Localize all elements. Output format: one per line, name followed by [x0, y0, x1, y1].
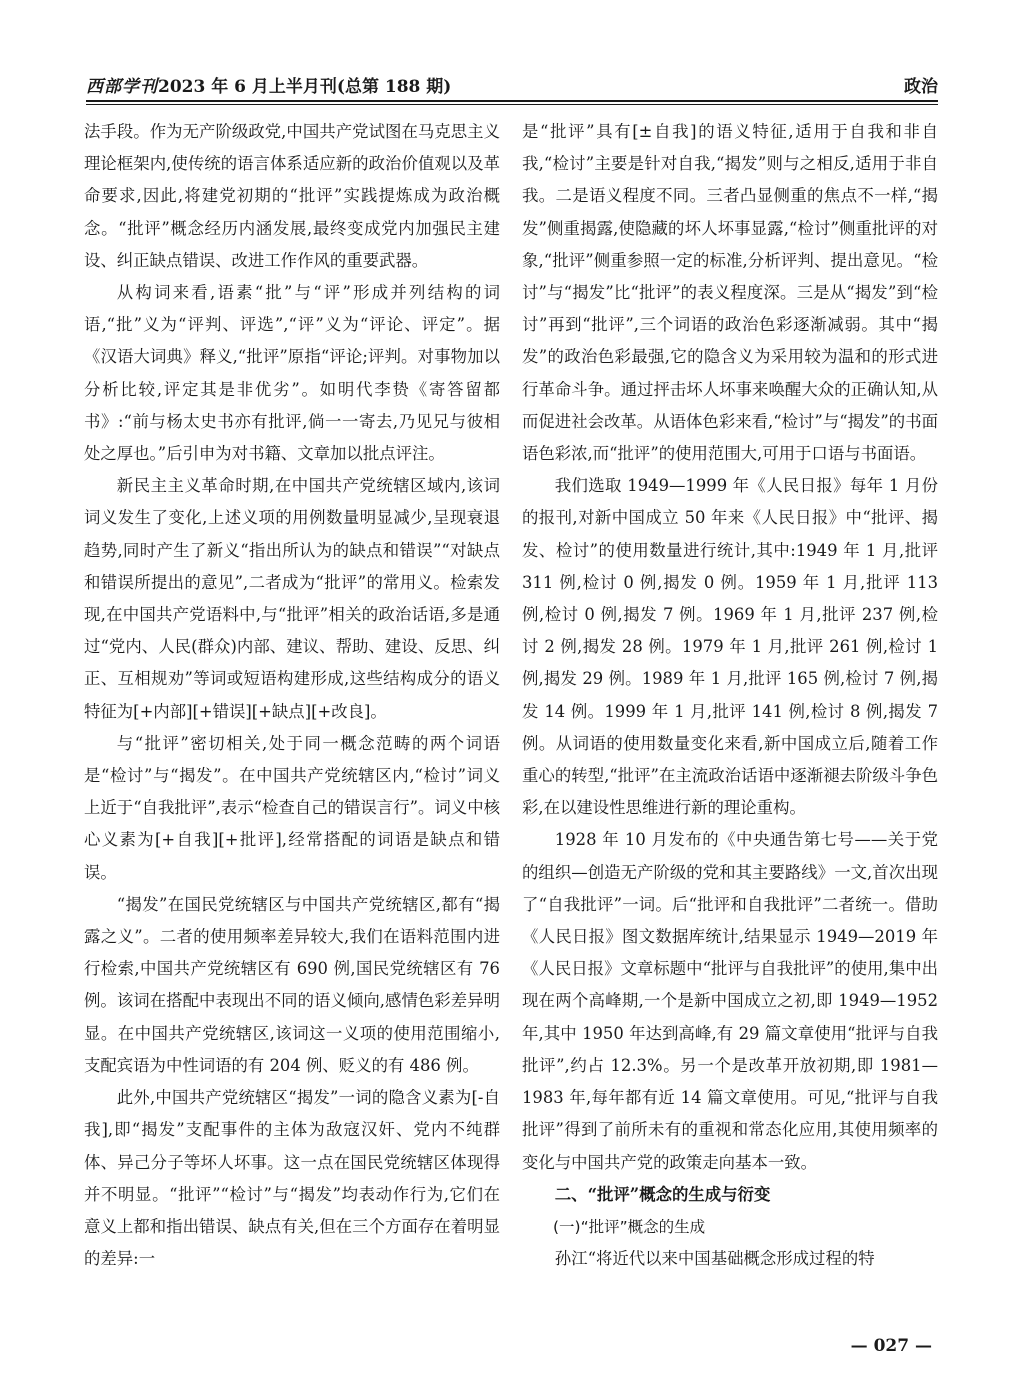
page-header	[86, 70, 938, 100]
paragraph: 孙江“将近代以来中国基础概念形成过程的特	[554, 1249, 875, 1269]
paragraph: 从构词来看,语素“批”与“评”形成并列结构的词语,“批”义为“评判、评选”,“评”义为“评论、评定”。据《汉语大词典》释义,“批评”原指“评论;评判。对事物加以分析比较,评定其是非优劣”。如明代李贽《寄答留都书》:“前与杨太史书亦有批评,倘一一寄去,乃见兄与彼相处之厚也。”后引申为对书籍、文章加以批点评注。	[84, 283, 500, 464]
header-rule	[86, 100, 938, 105]
paragraph: 我们选取 1949—1999 年《人民日报》每年 1 月份的报刊,对新中国成立 50 年来《人民日报》中“批评、揭发、检讨”的使用数量进行统计,其中:1949 年 1 月,批评 311 例,检讨 0 例,揭发 0 例。1959 年 1 月,批评 113 例,检讨 0 例,揭发 7 例。1969 年 1 月,批评 237 例,检讨 2 例,揭发 28 例。1979 年 1 月,批评 261 例,检讨 1 例,揭发 29 例。1989 年 1 月,批评 165 例,检讨 7 例,揭发 14 例。1999 年 1 月,批评 141 例,检讨 8 例,揭发 7 例。从词语的使用数量变化来看,新中国成立后,随着工作重心的转型,“批评”在主流政治话语中逐渐褪去阶级斗争色彩,在以建设性思维进行新的理论重构。	[522, 476, 938, 818]
subsection-heading: (一)“批评”概念的生成	[553, 1217, 706, 1236]
section-heading: 二、“批评”概念的生成与衍变	[554, 1184, 771, 1204]
paragraph: 与“批评”密切相关,处于同一概念范畴的两个词语是“检讨”与“揭发”。在中国共产党统辖区内,“检讨”词义上近于“自我批评”,表示“检查自己的错误言行”。词义中核心义素为[+自我][+批评],经常搭配的词语是缺点和错误。	[84, 733, 500, 882]
journal-logo: 西部学刊	[86, 77, 158, 97]
paragraph: 是“批评”具有[±自我]的语义特征,适用于自我和非自我,“检讨”主要是针对自我,“揭发”则与之相反,适用于非自我。二是语义程度不同。三者凸显侧重的焦点不一样,“揭发”侧重揭露,使隐藏的坏人坏事显露,“检讨”侧重批评的对象,“批评”侧重参照一定的标准,分析评判、提出意见。“检讨”与“揭发”比“批评”的表义程度深。三是从“揭发”到“检讨”再到“批评”,三个词语的政治色彩逐渐减弱。其中“揭发”的政治色彩最强,它的隐含义为采用较为温和的形式进行革命斗争。通过抨击坏人坏事来唤醒大众的正确认知,从而促进社会改革。从语体色彩来看,“检讨”与“揭发”的书面语色彩浓,而“批评”的使用范围大,可用于口语与书面语。	[522, 122, 938, 464]
paragraph: “揭发”在国民党统辖区与中国共产党统辖区,都有“揭露之义”。二者的使用频率差异较大,我们在语料范围内进行检索,中国共产党统辖区有 690 例,国民党统辖区有 76 例。该词在搭配中表现出不同的语义倾向,感情色彩差异明显。在中国共产党统辖区,该词这一义项的使用范围缩小,支配宾语为中性词语的有 204 例、贬义的有 486 例。	[84, 894, 500, 1075]
paragraph: 法手段。作为无产阶级政党,中国共产党试图在马克思主义理论框架内,使传统的语言体系适应新的政治价值观以及革命要求,因此,将建党初期的“批评”实践提炼成为政治概念。“批评”概念经历内涵发展,最终变成党内加强民主建设、纠正缺点错误、改进工作作风的重要武器。	[84, 122, 500, 270]
left-column	[84, 116, 500, 1306]
section-label: 政治	[904, 77, 938, 97]
paragraph: 新民主主义革命时期,在中国共产党统辖区域内,该词词义发生了变化,上述义项的用例数量明显减少,呈现衰退趋势,同时产生了新义“指出所认为的缺点和错误”“对缺点和错误所提出的意见”,二者成为“批评”的常用义。检索发现,在中国共产党语料中,与“批评”相关的政治话语,多是通过“党内、人民(群众)内部、建议、帮助、建设、反思、纠正、互相规劝”等词或短语构建形成,这些结构成分的语义特征为[+内部][+错误][+缺点][+改良]。	[84, 476, 500, 721]
right-column	[522, 116, 938, 1306]
page-number: — 027 —	[850, 1336, 932, 1356]
paragraph: 此外,中国共产党统辖区“揭发”一词的隐含义素为[-自我],即“揭发”支配事件的主体为敌寇汉奸、党内不纯群体、异己分子等坏人坏事。这一点在国民党统辖区体现得并不明显。“批评”“检讨”与“揭发”均表动作行为,它们在意义上都和指出错误、缺点有关,但在三个方面存在着明显的差异:一	[84, 1088, 500, 1269]
paragraph: 1928 年 10 月发布的《中央通告第七号——关于党的组织—创造无产阶级的党和其主要路线》一文,首次出现了“自我批评”一词。后“批评和自我批评”二者统一。借助《人民日报》图文数据库统计,结果显示 1949—2019 年《人民日报》文章标题中“批评与自我批评”的使用,集中出现在两个高峰期,一个是新中国成立之初,即 1949—1952 年,其中 1950 年达到高峰,有 29 篇文章使用“批评与自我批评”,约占 12.3%。另一个是改革开放初期,即 1981—1983 年,每年都有近 14 篇文章使用。可见,“批评与自我批评”得到了前所未有的重视和常态化应用,其使用频率的变化与中国共产党的政策走向基本一致。	[522, 830, 938, 1172]
journal-info	[86, 72, 451, 97]
issue-info: 2023 年 6 月上半月刊(总第 188 期)	[158, 77, 452, 97]
